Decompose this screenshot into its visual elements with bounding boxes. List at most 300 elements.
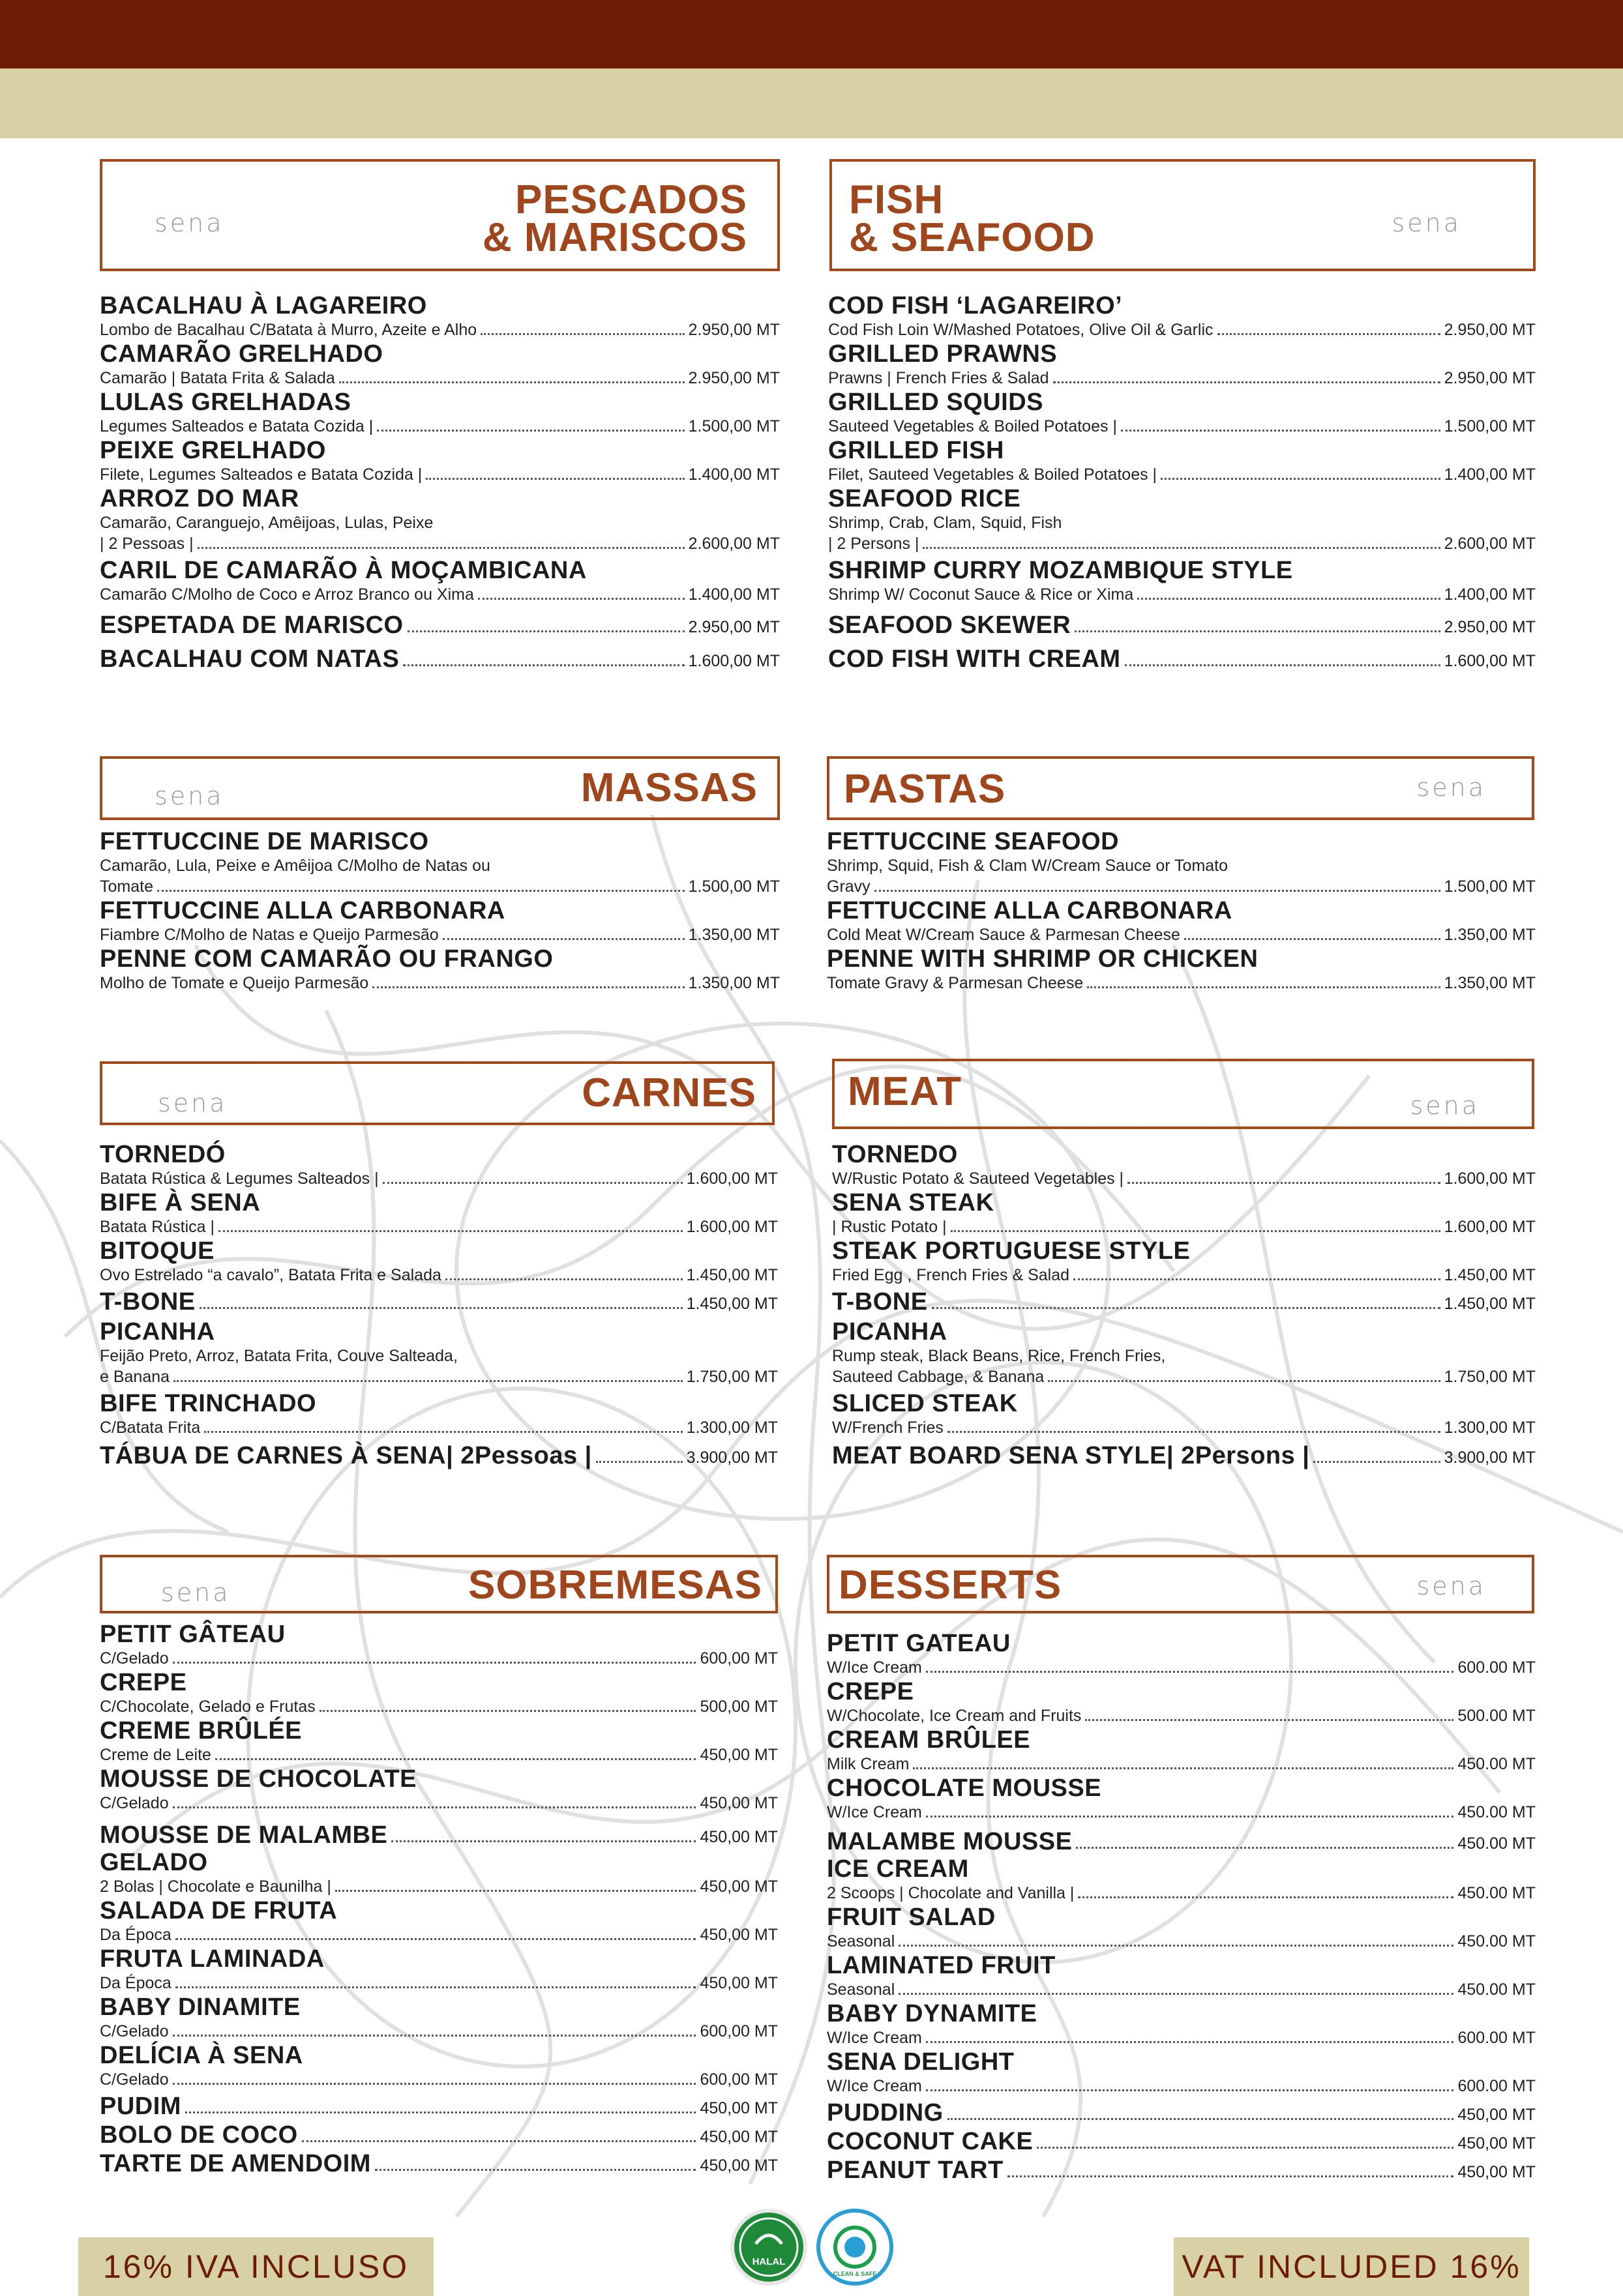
menu-item-price: 1.350,00 MT [688, 926, 780, 944]
menu-item-row [100, 2121, 778, 2149]
menu-item [100, 485, 780, 554]
menu-item [100, 1821, 778, 1849]
dot-leader [1217, 333, 1440, 335]
menu-item-description: Lombo de Bacalhau C/Batata à Murro, Azeite e Alho [100, 321, 477, 339]
menu-item-detail-row [100, 1366, 778, 1387]
dot-leader [926, 1816, 1454, 1818]
menu-item-price: 450,00 MT [1457, 2134, 1536, 2153]
menu-item-name: LULAS GRELHADAS [100, 389, 351, 416]
dot-leader [926, 2089, 1454, 2091]
menu-item-name: SENA DELIGHT [827, 2048, 1015, 2076]
menu-item-detail-row [100, 1924, 778, 1945]
menu-item-detail-row [828, 416, 1536, 437]
menu-item-detail-row [100, 876, 780, 897]
clean-safe-icon [820, 2213, 889, 2282]
menu-item-price: 1.500,00 MT [688, 877, 780, 896]
menu-item [828, 340, 1536, 389]
menu-item [832, 1390, 1536, 1438]
svg-text:HALAL: HALAL [752, 2256, 786, 2267]
menu-item-price: 600.00 MT [1457, 2029, 1536, 2047]
menu-item-detail-row [100, 464, 780, 485]
menu-item [100, 1442, 778, 1469]
menu-item [100, 1897, 778, 1945]
menu-item [100, 828, 780, 897]
dot-leader [173, 2083, 696, 2085]
menu-item-name: FETTUCCINE ALLA CARBONARA [827, 897, 1232, 924]
menu-item-price: 1.450,00 MT [686, 1266, 778, 1284]
menu-item-detail-row [832, 1168, 1536, 1189]
section-header-fish [829, 159, 1536, 271]
menu-item-detail-row [100, 924, 780, 945]
menu-item-row [827, 2156, 1536, 2184]
menu-item-description: C/Gelado [100, 1649, 169, 1668]
menu-item [827, 2099, 1536, 2127]
dot-leader [173, 2035, 696, 2037]
menu-item [827, 1678, 1536, 1726]
menu-item-price: 500.00 MT [1457, 1707, 1536, 1725]
dot-leader [335, 1890, 696, 1892]
menu-item [828, 557, 1536, 605]
menu-item-name: FETTUCCINE DE MARISCO [100, 828, 429, 855]
menu-item-description: Filete, Legumes Salteados e Batata Cozida | [100, 465, 423, 484]
menu-item-detail-row [100, 533, 780, 554]
dot-leader [302, 2140, 696, 2142]
menu-item-name: TORNEDÓ [100, 1141, 226, 1168]
menu-item-name: SEAFOOD SKEWER [828, 611, 1071, 639]
menu-item-detail-row [100, 1168, 778, 1189]
menu-item-row [828, 645, 1536, 673]
menu-item-row [832, 1442, 1536, 1469]
menu-item-row [100, 1288, 778, 1316]
menu-item-name: PETIT GATEAU [827, 1630, 1011, 1657]
menu-item-price: 450.00 MT [1457, 1755, 1536, 1773]
menu-item-price: 2.950,00 MT [688, 618, 780, 636]
dot-leader [1184, 938, 1440, 940]
menu-item-name: PICANHA [100, 1318, 215, 1346]
menu-item-detail-row [100, 584, 780, 605]
menu-item-row [828, 611, 1536, 639]
menu-item-description: C/Chocolate, Gelado e Frutas [100, 1698, 316, 1716]
menu-item [827, 897, 1536, 945]
menu-item-description: Ovo Estrelado “a cavalo”, Batata Frita e Salada [100, 1266, 441, 1284]
menu-item-name: FETTUCCINE ALLA CARBONARA [100, 897, 505, 924]
menu-item-price: 600,00 MT [700, 1649, 778, 1668]
menu-item [100, 1318, 778, 1387]
dot-leader [1121, 430, 1440, 432]
menu-item-name: STEAK PORTUGUESE STYLE [832, 1237, 1191, 1265]
menu-list-desserts [827, 1630, 1536, 2184]
menu-item [832, 1288, 1536, 1316]
menu-item-price: 450,00 MT [700, 2156, 778, 2175]
menu-item-price: 450.00 MT [1457, 1932, 1536, 1950]
dot-leader [408, 630, 685, 632]
section-title-desserts: DESSERTS [839, 1563, 1062, 1608]
menu-item [100, 645, 780, 673]
menu-item-name: COD FISH ‘LAGAREIRO’ [828, 292, 1123, 319]
menu-item-price: 1.350,00 MT [1444, 926, 1536, 944]
menu-item-description: Camarão C/Molho de Coco e Arroz Branco ou Xima [100, 585, 474, 604]
menu-item-price: 1.600,00 MT [1444, 1170, 1536, 1188]
menu-item-price: 3.900,00 MT [686, 1449, 778, 1467]
menu-item-detail-row [100, 1216, 778, 1237]
menu-item [827, 2048, 1536, 2097]
dot-leader [175, 1938, 696, 1940]
halal-icon [734, 2213, 803, 2282]
menu-item-detail-row [100, 1696, 778, 1717]
menu-item-description: Milk Cream [827, 1755, 910, 1773]
menu-item-description: Tomate [100, 877, 153, 896]
menu-item-name: FRUIT SALAD [827, 1904, 996, 1931]
section-header-meat [832, 1059, 1534, 1129]
dot-leader [1161, 478, 1440, 480]
menu-item-description: W/Ice Cream [827, 1658, 922, 1677]
menu-item-price: 450.00 MT [1457, 1803, 1536, 1821]
menu-item-row [100, 1821, 778, 1849]
menu-item-description: Sauteed Cabbage, & Banana [832, 1368, 1045, 1386]
menu-item-name: SALADA DE FRUTA [100, 1897, 338, 1924]
menu-item-price: 2.950,00 MT [688, 321, 780, 339]
menu-item-description: Seasonal [827, 1932, 895, 1950]
menu-item [100, 611, 780, 639]
menu-item-name: MEAT BOARD SENA STYLE [832, 1442, 1167, 1469]
menu-list-pescados [100, 292, 780, 673]
halal-logo [730, 2209, 807, 2286]
menu-item-name: SHRIMP CURRY MOZAMBIQUE STYLE [828, 557, 1293, 584]
menu-item [828, 485, 1536, 554]
menu-item-description: C/Gelado [100, 2070, 169, 2089]
menu-item [100, 1189, 778, 1237]
menu-item-name: TORNEDO [832, 1141, 958, 1168]
dot-leader [1007, 2175, 1454, 2177]
section-header-carnes [100, 1061, 775, 1125]
menu-item-price: 2.950,00 MT [1444, 321, 1536, 339]
menu-item [100, 1945, 778, 1994]
menu-item-description: Shrimp, Squid, Fish & Clam W/Cream Sauce or Tomato [827, 857, 1228, 875]
menu-item-description: Prawns | French Fries & Salad [828, 369, 1049, 387]
menu-item [100, 2093, 778, 2120]
menu-item-name: PENNE COM CAMARÃO OU FRANGO [100, 945, 554, 973]
section-header-sobremesas [100, 1555, 778, 1613]
menu-item [100, 1288, 778, 1316]
menu-item-description: Cold Meat W/Cream Sauce & Parmesan Cheese [827, 926, 1180, 944]
menu-item [832, 1237, 1536, 1286]
menu-item-price: 1.750,00 MT [1444, 1368, 1536, 1386]
menu-item-name: PEANUT TART [827, 2156, 1004, 2184]
menu-item-row [100, 2093, 778, 2120]
menu-item-price: 2.950,00 MT [1444, 369, 1536, 387]
menu-item-description: Fried Egg , French Fries & Salad [832, 1266, 1070, 1284]
menu-item-description: C/Gelado [100, 2022, 169, 2040]
menu-item-name: T-BONE [100, 1288, 196, 1316]
menu-item-detail-row [827, 1802, 1536, 1823]
menu-item-detail-row [100, 1648, 778, 1669]
menu-item-name: BOLO DE COCO [100, 2121, 298, 2149]
vat-badge-pt: 16% IVA INCLUSO [78, 2237, 434, 2296]
dot-leader [1087, 986, 1440, 988]
menu-item-detail-row [100, 416, 780, 437]
menu-item-name: SENA STEAK [832, 1189, 994, 1216]
svg-text:CLEAN & SAFE: CLEAN & SAFE [833, 2271, 877, 2277]
menu-item-name: GRILLED FISH [828, 437, 1004, 464]
menu-item-description: W/Chocolate, Ice Cream and Fruits [827, 1707, 1082, 1725]
menu-item-detail-row [828, 533, 1536, 554]
menu-item-detail-row [832, 1265, 1536, 1286]
menu-item [827, 945, 1536, 993]
menu-item-description: Camarão, Lula, Peixe e Amêijoa C/Molho de Natas ou [100, 857, 490, 875]
menu-item-description: | 2 Pessoas | [100, 535, 194, 553]
menu-item-detail-row [100, 2021, 778, 2042]
menu-item-description: Creme de Leite [100, 1746, 211, 1764]
menu-item [100, 1765, 778, 1814]
menu-item [100, 557, 780, 605]
menu-item [827, 828, 1536, 897]
menu-item-row [100, 1442, 778, 1469]
dot-leader [926, 1671, 1454, 1673]
dot-leader [391, 1840, 696, 1842]
menu-item-name: BACALHAU COM NATAS [100, 645, 400, 673]
menu-item-description: Cod Fish Loin W/Mashed Potatoes, Olive Oil & Garlic [828, 321, 1214, 339]
clean-safe-logo [816, 2209, 893, 2286]
dot-leader [932, 1307, 1440, 1309]
menu-item-name: ARROZ DO MAR [100, 485, 299, 512]
menu-item-detail-row [832, 1366, 1536, 1387]
menu-item-price: 1.400,00 MT [688, 585, 780, 604]
menu-item [828, 437, 1536, 485]
menu-item-price: 450,00 MT [700, 1877, 778, 1896]
dot-leader [185, 2112, 696, 2113]
dot-leader [899, 1993, 1453, 1995]
menu-item-price: 1.500,00 MT [1444, 417, 1536, 435]
menu-item-name: LAMINATED FRUIT [827, 1952, 1056, 1979]
menu-item [100, 437, 780, 485]
menu-item-price: 450,00 MT [700, 1974, 778, 1992]
menu-item-detail-row [100, 368, 780, 389]
dot-leader [200, 1307, 683, 1309]
menu-item-description: 2 Bolas | Chocolate e Baunilha | [100, 1877, 331, 1896]
dot-leader [320, 1710, 696, 1712]
menu-item-description: Da Época [100, 1926, 171, 1944]
menu-item-description: Filet, Sauteed Vegetables & Boiled Potatoes | [828, 465, 1157, 484]
menu-item-description: Gravy [827, 877, 871, 896]
dot-leader [445, 1278, 683, 1280]
section-title-pescados: PESCADOS & MARISCOS [482, 177, 747, 260]
dot-leader [947, 2118, 1454, 2120]
menu-item [827, 1952, 1536, 2000]
menu-item-detail-row [828, 319, 1536, 340]
menu-item-name: ICE CREAM [827, 1855, 969, 1883]
menu-item [100, 389, 780, 437]
menu-item [828, 611, 1536, 639]
menu-item-price: 600,00 MT [700, 2022, 778, 2040]
menu-item-name: CHOCOLATE MOUSSE [827, 1774, 1102, 1802]
dot-leader [173, 1662, 696, 1664]
menu-item-name: BIFE À SENA [100, 1189, 261, 1216]
menu-item-detail-row [827, 924, 1536, 945]
dot-leader [1053, 381, 1440, 383]
menu-item-name: BIFE TRINCHADO [100, 1390, 317, 1417]
menu-item-name: GRILLED PRAWNS [828, 340, 1058, 368]
menu-item [828, 292, 1536, 340]
menu-item-price: 1.400,00 MT [688, 465, 780, 484]
menu-item-price: 450,00 MT [700, 2128, 778, 2146]
menu-item-price: 1.600,00 MT [688, 652, 780, 670]
menu-item-name: ESPETADA DE MARISCO [100, 611, 404, 639]
menu-item-detail-row [827, 1657, 1536, 1678]
menu-item [827, 1726, 1536, 1774]
menu-item-price: 1.500,00 MT [1444, 877, 1536, 896]
section-header-desserts [827, 1555, 1534, 1613]
menu-item-price: 1.600,00 MT [686, 1218, 778, 1236]
menu-item-name: CAMARÃO GRELHADO [100, 340, 383, 368]
dot-leader [173, 1806, 696, 1808]
dot-leader [947, 1431, 1440, 1433]
menu-item [832, 1141, 1536, 1189]
sena-logo: sena [158, 1089, 228, 1117]
menu-item [100, 1621, 778, 1669]
section-title-pastas: PASTAS [844, 767, 1006, 812]
section-title-massas: MASSAS [580, 765, 758, 810]
menu-item-description: W/Ice Cream [827, 2077, 922, 2095]
menu-item [100, 1141, 778, 1189]
menu-item-description: W/French Fries [832, 1419, 944, 1437]
menu-item-detail-row [827, 1979, 1536, 2000]
menu-item-description: Batata Rústica | [100, 1218, 215, 1236]
menu-item [827, 1855, 1536, 1904]
menu-item-description: Molho de Tomate e Queijo Parmesão [100, 974, 369, 992]
menu-item-description: Rump steak, Black Beans, Rice, French Fries, [832, 1347, 1166, 1365]
dot-leader [215, 1758, 696, 1760]
menu-item-price: 1.400,00 MT [1444, 465, 1536, 484]
menu-item-name: MALAMBE MOUSSE [827, 1828, 1073, 1855]
dot-leader [426, 478, 684, 480]
menu-list-pastas [827, 828, 1536, 993]
menu-item-price: 450,00 MT [700, 1746, 778, 1764]
dot-leader [1078, 1896, 1453, 1898]
menu-item-portion: | 2Pessoas | [446, 1442, 592, 1469]
dot-leader [1073, 1278, 1440, 1280]
menu-item-price: 600.00 MT [1457, 2077, 1536, 2095]
menu-item [832, 1318, 1536, 1387]
menu-item [828, 645, 1536, 673]
menu-item-price: 600.00 MT [1457, 1658, 1536, 1677]
menu-item-detail-row [100, 973, 780, 993]
menu-item [827, 1630, 1536, 1678]
menu-list-sobremesas [100, 1621, 778, 2177]
menu-item-name: GELADO [100, 1849, 208, 1876]
menu-item [100, 340, 780, 389]
menu-item-price: 1.350,00 MT [688, 974, 780, 992]
dot-leader [1137, 598, 1440, 600]
menu-item-description: C/Batata Frita [100, 1419, 201, 1437]
menu-item-portion: | 2Persons | [1166, 1442, 1310, 1469]
menu-item-detail-row [828, 368, 1536, 389]
menu-item [100, 1669, 778, 1717]
dot-leader [1048, 1380, 1440, 1382]
menu-item-price: 450,00 MT [700, 1794, 778, 1812]
menu-item-price: 1.400,00 MT [1444, 585, 1536, 604]
menu-item-description: Fiambre C/Molho de Natas e Queijo Parmesão [100, 926, 439, 944]
menu-item-price: 450,00 MT [1457, 2106, 1536, 2124]
menu-item-description: Shrimp, Crab, Clam, Squid, Fish [828, 514, 1062, 532]
menu-item-price: 1.750,00 MT [686, 1368, 778, 1386]
menu-item-detail-row [832, 1216, 1536, 1237]
menu-item-price: 600,00 MT [700, 2070, 778, 2089]
dot-leader [157, 890, 685, 892]
menu-item-price: 3.900,00 MT [1444, 1449, 1536, 1467]
menu-item-detail-row [100, 319, 780, 340]
menu-item-price: 450.00 MT [1457, 1980, 1536, 1999]
menu-item-price: 2.950,00 MT [688, 369, 780, 387]
menu-item-detail-row [832, 1417, 1536, 1438]
menu-item-detail-row [828, 464, 1536, 485]
dot-leader [173, 1380, 683, 1382]
menu-item-price: 450.00 MT [1457, 1884, 1536, 1902]
menu-item-detail-row [827, 1883, 1536, 1904]
sena-logo: sena [1416, 1572, 1486, 1600]
menu-list-massas [100, 828, 780, 993]
menu-item [827, 2128, 1536, 2155]
dot-leader [372, 986, 684, 988]
menu-item-price: 450,00 MT [1457, 2163, 1536, 2181]
menu-item-name: CREPE [100, 1669, 187, 1696]
menu-item [828, 389, 1536, 437]
menu-item-price: 1.450,00 MT [1444, 1266, 1536, 1284]
menu-item-detail-row [100, 1265, 778, 1286]
sena-logo: sena [1392, 209, 1461, 237]
menu-item-name: BABY DINAMITE [100, 1994, 301, 2021]
menu-item-price: 500,00 MT [700, 1698, 778, 1716]
menu-item [827, 1904, 1536, 1952]
menu-item-detail-row [827, 973, 1536, 993]
menu-item [100, 1849, 778, 1897]
menu-item-price: 450,00 MT [700, 1828, 778, 1846]
dot-leader [874, 890, 1440, 892]
dot-leader [1076, 1847, 1453, 1849]
menu-item-detail-row [100, 1744, 778, 1765]
menu-item-price: 1.300,00 MT [1444, 1419, 1536, 1437]
menu-item-description: Feijão Preto, Arroz, Batata Frita, Couve Salteada, [100, 1347, 458, 1365]
menu-item-description: | Rustic Potato | [832, 1218, 947, 1236]
sena-logo: sena [155, 209, 224, 237]
menu-item-price: 2.950,00 MT [1444, 618, 1536, 636]
menu-item-detail-row [827, 1705, 1536, 1726]
section-title-sobremesas: SOBREMESAS [468, 1563, 762, 1608]
menu-item-price: 450.00 MT [1457, 1834, 1536, 1853]
menu-item-detail-row [100, 1973, 778, 1994]
menu-item-detail-row [827, 1931, 1536, 1952]
menu-list-carnes [100, 1141, 778, 1469]
dot-leader [1127, 1182, 1440, 1184]
dot-leader [899, 1945, 1453, 1947]
menu-item-name: MOUSSE DE CHOCOLATE [100, 1765, 417, 1793]
dot-leader [923, 547, 1440, 549]
menu-item-description: Da Época [100, 1974, 171, 1992]
menu-item-name: CREME BRÛLÉE [100, 1717, 303, 1744]
menu-item-name: BACALHAU À LAGAREIRO [100, 292, 427, 319]
menu-item-name: COCONUT CAKE [827, 2128, 1034, 2155]
top-brand-bar [0, 0, 1623, 68]
menu-item-name: PICANHA [832, 1318, 947, 1346]
dot-leader [1037, 2147, 1453, 2149]
menu-item [100, 1994, 778, 2042]
menu-item-name: SLICED STEAK [832, 1390, 1018, 1417]
section-title-fish: FISH & SEAFOOD [849, 177, 1095, 260]
menu-item-name: CREAM BRÛLEE [827, 1726, 1031, 1754]
menu-item [100, 292, 780, 340]
menu-item-name: GRILLED SQUIDS [828, 389, 1044, 416]
menu-item-price: 1.450,00 MT [1444, 1295, 1536, 1313]
menu-item-name: COD FISH WITH CREAM [828, 645, 1121, 673]
